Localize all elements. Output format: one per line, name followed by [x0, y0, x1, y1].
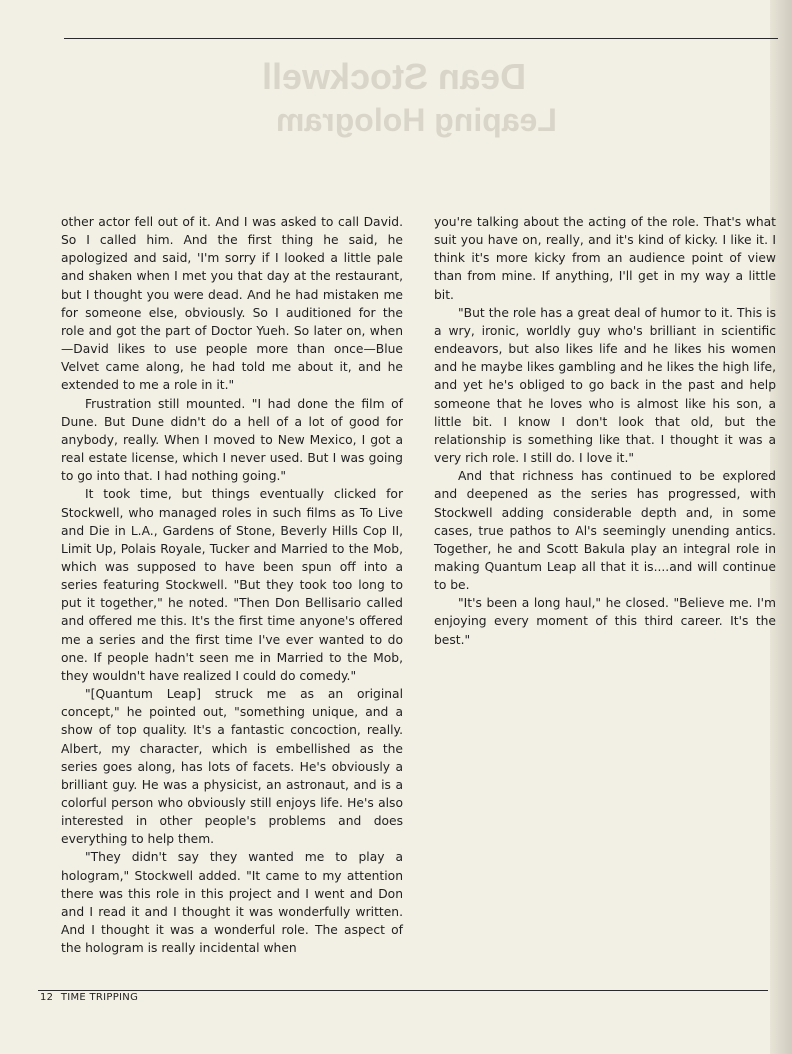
- paragraph: Frustration still mounted. "I had done the film of Dune. But Dune didn't do a hell of a lot of good for anybody, really. When I moved to New Mexico, I got a real estate license, which I never used. But I was going to go into that. I had nothing going.": [61, 396, 403, 484]
- left-column: [61, 213, 403, 957]
- page-number: 12: [40, 992, 54, 1003]
- page-footer: [40, 992, 142, 1003]
- paragraph: It took time, but things eventually clicked for Stockwell, who managed roles in such films as To Live and Die in L.A., Gardens of Stone, Beverly Hills Cop II, Limit Up, Polais Royale, Tucker and Married to the Mob, which was supposed to have been spun off into a series featuring Stockwell. "But they took too long to put it together," he noted. "Then Don Bellisario called and offered me this. It's the first time anyone's offered me a series and the first time I've ever wanted to do one. If people hadn't seen me in Married to the Mob, they wouldn't have realized I could do comedy.": [61, 487, 403, 683]
- right-column: [434, 213, 776, 649]
- bottom-rule: [38, 990, 768, 991]
- paragraph: you're talking about the acting of the role. That's what suit you have on, really, and it's kind of kicky. I like it. I think it's more kicky from an audience point of view than from mine. If anything, I'll get in my way a little bit.: [434, 215, 776, 302]
- paragraph: other actor fell out of it. And I was asked to call David. So I called him. And the first thing he said, he apologized and said, 'I'm sorry if I looked a little pale and shaken when I met you that day at the restaurant, but I thought you were dead. And he had mistaken me for someone else, obviously. So I auditioned for the role and got the part of Doctor Yueh. So later on, when—David likes to use people more than once—Blue Velvet came along, he had told me about it, and he extended to me a role in it.": [61, 215, 403, 393]
- paragraph: "They didn't say they wanted me to play a hologram," Stockwell added. "It came to my attention there was this role in this project and I went and Don and I read it and I thought it was wonderfully written. And I thought it was a wonderful role. The aspect of the hologram is really incidental when: [61, 850, 403, 956]
- paragraph: "It's been a long haul," he closed. "Believe me. I'm enjoying every moment of this third career. It's the best.": [434, 596, 776, 647]
- bleed-through-title: Dean Stockwell: [262, 56, 527, 97]
- paragraph: "But the role has a great deal of humor to it. This is a wry, ironic, worldly guy who's brilliant in scientific endeavors, but also likes life and he likes his women and he maybe likes gambling and he likes the high life, and yet he's obliged to go back in the past and help someone that he loves who is almost like his son, a little bit. I know I don't look that old, but the relationship is something like that. I thought it was a very rich role. I still do. I love it.": [434, 305, 776, 466]
- paragraph: "[Quantum Leap] struck me as an original concept," he pointed out, "something unique, and a show of top quality. It's a fantastic concoction, really. Albert, my character, which is embellished as the series goes along, has lots of facets. He's obviously a brilliant guy. He was a physicist, an astronaut, and is a colorful person who obviously still enjoys life. He's also interested in other people's problems and does everything to help them.: [61, 687, 403, 847]
- top-rule: [64, 38, 778, 39]
- paragraph: And that richness has continued to be explored and deepened as the series has progressed, with Stockwell adding considerable depth and, in some cases, true pathos to Al's seemingly unending antics. Together, he and Scott Bakula play an integral role in making Quantum Leap all that it is....and will continue to be.: [434, 469, 776, 593]
- bleed-through-subtitle: Leaping Hologram: [276, 102, 557, 138]
- publication-name: TIME TRIPPING: [60, 992, 139, 1003]
